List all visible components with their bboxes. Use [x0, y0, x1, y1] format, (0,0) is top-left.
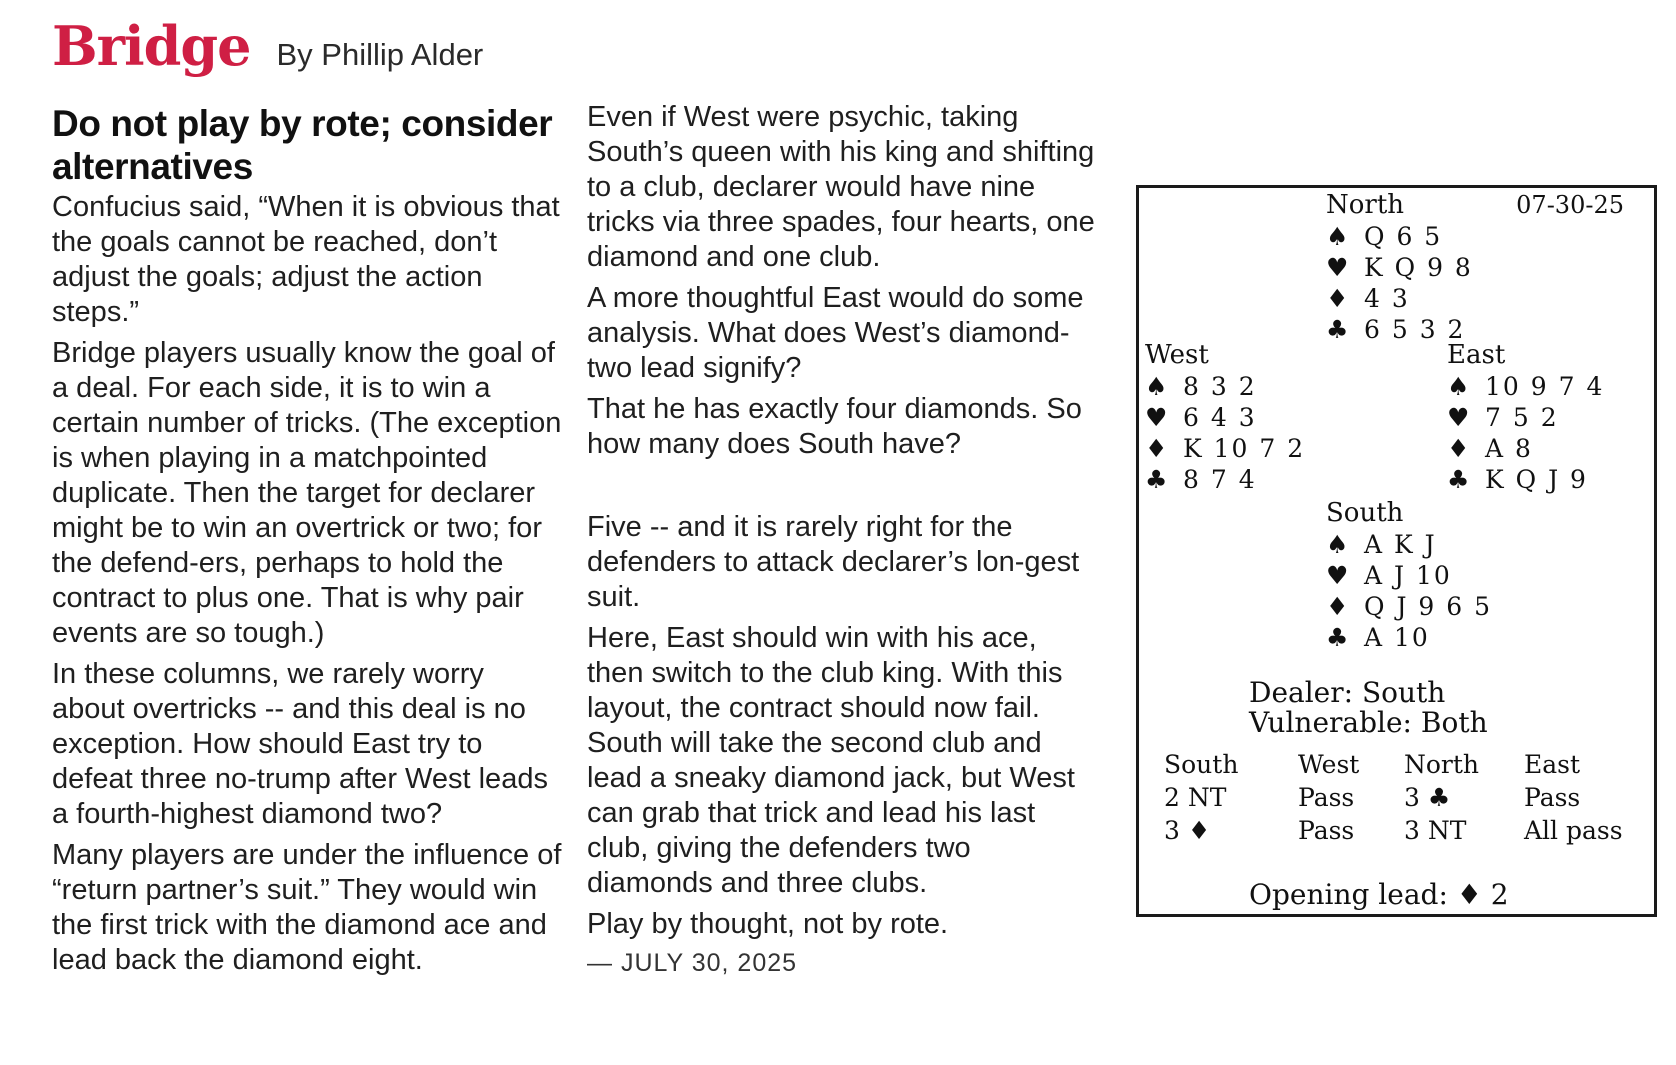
paragraph: A more thoughtful East would do some analysis. What does West’s diamond-two lead signify? [587, 282, 1084, 384]
brand-title: Bridge [52, 14, 251, 78]
auction-header-row [1164, 748, 1623, 781]
west-diamonds: K 10 7 2 [1183, 434, 1306, 463]
heart-icon: ♥ [1145, 403, 1168, 432]
west-hand [1145, 340, 1305, 495]
auction-bid: Pass [1524, 783, 1581, 812]
paragraph: Many players are under the influence of “return partner’s suit.” They would win the first trick with the diamond ace and lead back the diamond eight. [52, 839, 562, 976]
dateline: — JULY 30, 2025 [587, 949, 798, 977]
auction-bid: Pass [1298, 816, 1355, 845]
auction-header: East [1524, 750, 1581, 779]
east-hearts: 7 5 2 [1485, 403, 1559, 432]
north-hearts: K Q 9 8 [1364, 253, 1473, 282]
paragraph: Here, East should win with his ace, then switch to the club king. With this layout, the contract should now fail. South will take the second club and lead a sneaky diamond jack, but West can grab that trick and lead his last club, giving the defenders two diamonds and three clubs. [587, 622, 1075, 899]
auction-bid: All pass [1524, 816, 1623, 845]
north-label: North [1326, 190, 1405, 220]
diamond-icon: ♦ [1326, 284, 1349, 313]
east-spades: 10 9 7 4 [1485, 372, 1605, 401]
spacer [587, 468, 1097, 510]
auction-header: South [1164, 750, 1239, 779]
club-icon: ♣ [1326, 623, 1349, 652]
diamond-icon: ♦ [1145, 434, 1168, 463]
paragraph: Five -- and it is rarely right for the defenders to attack declarer’s lon-gest suit. [587, 511, 1080, 613]
auction-table [1164, 748, 1623, 847]
west-spades: 8 3 2 [1183, 372, 1257, 401]
auction-bid: 3 ♣ [1404, 783, 1451, 812]
auction-header: North [1404, 750, 1480, 779]
spade-icon: ♠ [1326, 530, 1349, 559]
east-label: East [1447, 340, 1506, 370]
auction-header: West [1298, 750, 1360, 779]
east-diamonds: A 8 [1485, 434, 1533, 463]
spade-icon: ♠ [1326, 222, 1349, 251]
diamond-icon: ♦ [1326, 592, 1349, 621]
dealer: Dealer: South [1249, 676, 1446, 709]
south-hand [1326, 498, 1492, 653]
paragraph: Play by thought, not by rote. [587, 908, 949, 940]
article-column-2 [587, 100, 1097, 981]
diamond-icon: ♦ [1447, 434, 1470, 463]
heart-icon: ♥ [1326, 253, 1349, 282]
south-hearts: A J 10 [1364, 561, 1452, 590]
auction-row [1164, 814, 1623, 847]
auction-row [1164, 781, 1623, 814]
club-icon: ♣ [1145, 465, 1168, 494]
deal-diagram [1136, 185, 1657, 917]
north-diamonds: 4 3 [1364, 284, 1410, 313]
deal-info [1249, 678, 1488, 738]
north-clubs: 6 5 3 2 [1364, 315, 1466, 344]
spade-icon: ♠ [1145, 372, 1168, 401]
north-hand [1326, 190, 1473, 345]
east-clubs: K Q J 9 [1485, 465, 1588, 494]
west-clubs: 8 7 4 [1183, 465, 1257, 494]
date-code: 07-30-25 [1516, 191, 1624, 219]
heart-icon: ♥ [1447, 403, 1470, 432]
article-column-1 [52, 102, 564, 984]
west-hearts: 6 4 3 [1183, 403, 1257, 432]
club-icon: ♣ [1447, 465, 1470, 494]
west-label: West [1145, 340, 1209, 370]
paragraph: In these columns, we rarely worry about overtricks -- and this deal is no exception. How should East try to defeat three no-trump after West leads a fourth-highest diamond two? [52, 658, 548, 830]
headline: Do not play by rote; consider alternatives [52, 103, 553, 187]
auction-bid: 2 NT [1164, 783, 1227, 812]
masthead [52, 14, 483, 78]
paragraph: Confucius said, “When it is obvious that the goals cannot be reached, don’t adjust the goals; adjust the action steps.” [52, 191, 560, 328]
south-clubs: A 10 [1364, 623, 1430, 652]
south-diamonds: Q J 9 6 5 [1364, 592, 1493, 621]
south-spades: A K J [1364, 530, 1437, 559]
opening-lead: Opening lead: ♦ 2 [1249, 878, 1509, 911]
auction-bid: 3 ♦ [1164, 816, 1211, 845]
byline: By Phillip Alder [276, 37, 484, 72]
paragraph: Bridge players usually know the goal of a deal. For each side, it is to win a certain number of tricks. (The exception is when playing in a matchpointed duplicate. Then the target for declarer might be to win an overtrick or two; for the defend-ers, perhaps to hold the contract to plus one. That is why pair events are so tough.) [52, 337, 562, 649]
vulnerability: Vulnerable: Both [1249, 706, 1488, 739]
east-hand [1447, 340, 1604, 495]
heart-icon: ♥ [1326, 561, 1349, 590]
south-label: South [1326, 498, 1404, 528]
auction-bid: Pass [1298, 783, 1355, 812]
north-spades: Q 6 5 [1364, 222, 1443, 251]
paragraph: Even if West were psychic, taking South’s queen with his king and shifting to a club, declarer would have nine tricks via three spades, four hearts, one diamond and one club. [587, 101, 1095, 273]
spade-icon: ♠ [1447, 372, 1470, 401]
paragraph: That he has exactly four diamonds. So how many does South have? [587, 393, 1082, 460]
club-icon: ♣ [1326, 315, 1349, 344]
auction-bid: 3 NT [1404, 816, 1467, 845]
